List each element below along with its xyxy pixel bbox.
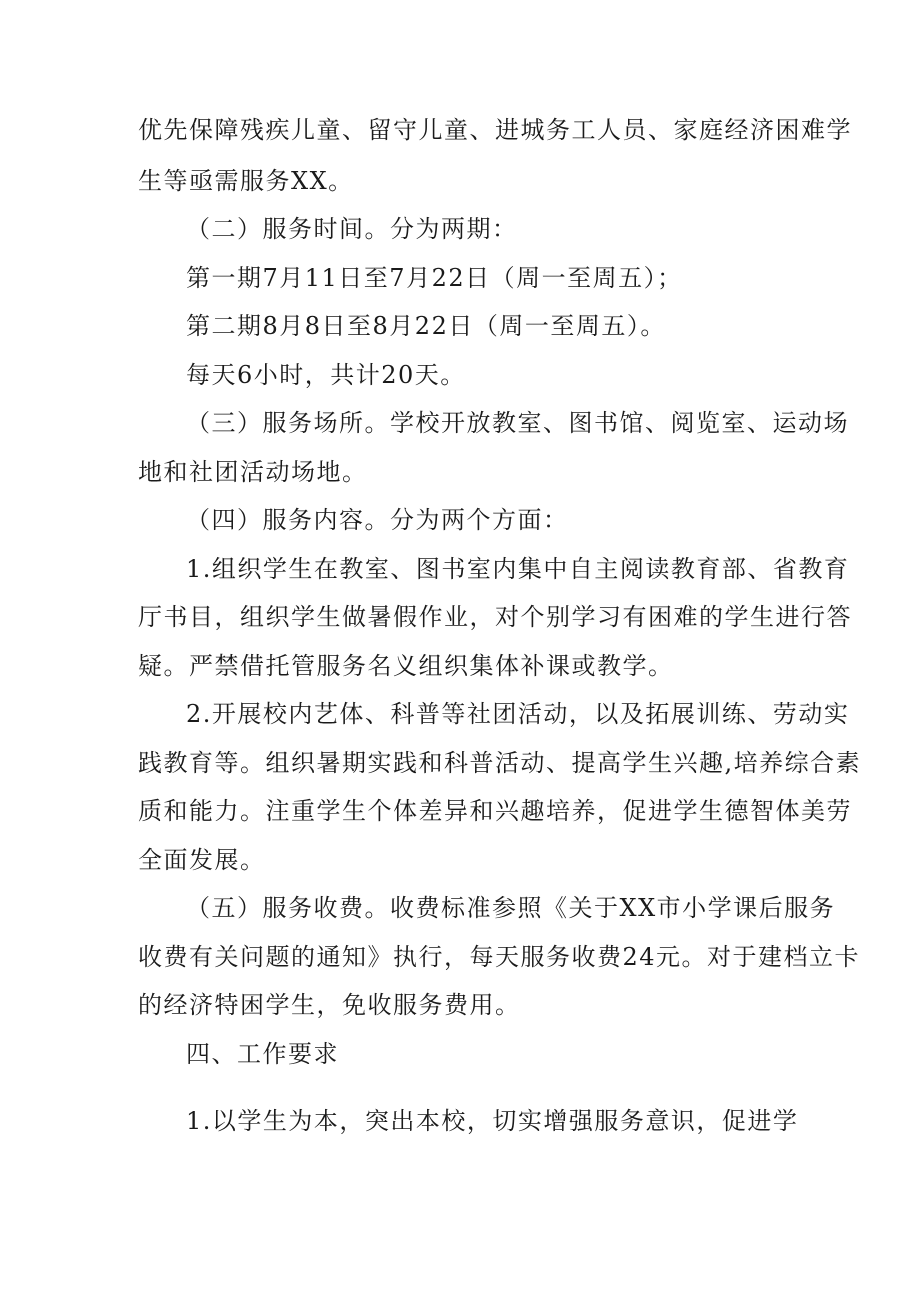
- text-line: 收费有关问题的通知》执行，每天服务收费24元。对于建档立卡: [138, 943, 861, 971]
- section-heading: （三）服务场所。学校开放教室、图书馆、阅览室、运动场: [186, 409, 849, 437]
- text-line: 疑。严禁借托管服务名义组织集体补课或教学。: [138, 652, 674, 680]
- text-line: 厅书目，组织学生做暑假作业，对个别学习有困难的学生进行答: [138, 603, 852, 631]
- text-line: 践教育等。组织暑期实践和科普活动、提高学生兴趣,培养综合素: [138, 749, 862, 777]
- section-heading: （二）服务时间。分为两期：: [186, 215, 518, 243]
- section-heading: 四、工作要求: [186, 1040, 339, 1068]
- text-line: 每天6小时，共计20天。: [186, 361, 466, 389]
- text-line: 1.组织学生在教室、图书室内集中自主阅读教育部、省教育: [186, 555, 850, 583]
- section-heading: （五）服务收费。收费标准参照《关于XX市小学课后服务: [186, 894, 836, 922]
- text-line: 生等亟需服务XX。: [138, 167, 354, 195]
- text-line: 优先保障残疾儿童、留守儿童、进城务工人员、家庭经济困难学: [138, 116, 852, 144]
- text-line: 第二期8月8日至8月22日（周一至周五）。: [186, 312, 666, 340]
- text-line: 第一期7月11日至7月22日（周一至周五）；: [186, 264, 683, 292]
- text-line: 地和社团活动场地。: [138, 458, 368, 486]
- text-line: 1.以学生为本，突出本校，切实增强服务意识，促进学: [186, 1107, 799, 1135]
- text-line: 质和能力。注重学生个体差异和兴趣培养，促进学生德智体美劳: [138, 797, 852, 825]
- text-line: 2.开展校内艺体、科普等社团活动，以及拓展训练、劳动实: [186, 700, 850, 728]
- section-heading: （四）服务内容。分为两个方面：: [186, 506, 569, 534]
- text-line: 全面发展。: [138, 846, 266, 874]
- text-line: 的经济特困学生，免收服务费用。: [138, 991, 521, 1019]
